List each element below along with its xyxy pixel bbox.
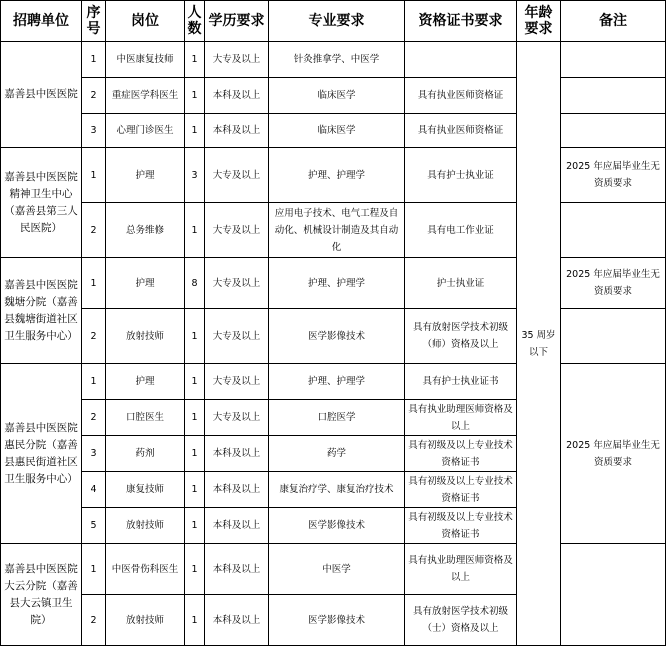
table-row (1, 78, 666, 114)
major-cell: 康复治疗学、康复治疗技术 (269, 472, 405, 508)
major-cell: 护理、护理学 (269, 364, 405, 400)
unit-cell: 嘉善县中医医院魏塘分院（嘉善县魏塘街道社区卫生服务中心） (1, 258, 82, 364)
count-cell: 1 (185, 42, 205, 78)
major-cell: 中医学 (269, 544, 405, 595)
count-cell: 1 (185, 472, 205, 508)
table-row (1, 42, 666, 78)
header-row (1, 1, 666, 42)
major-cell: 护理、护理学 (269, 148, 405, 203)
position-cell: 心理门诊医生 (106, 114, 185, 148)
education-cell: 本科及以上 (205, 544, 269, 595)
unit-cell: 嘉善县中医医院精神卫生中心（嘉善县第三人民医院） (1, 148, 82, 258)
remark-cell (561, 42, 666, 78)
seq-cell: 2 (82, 309, 106, 364)
table-row (1, 148, 666, 203)
count-cell: 1 (185, 114, 205, 148)
seq-cell: 1 (82, 258, 106, 309)
education-cell: 大专及以上 (205, 400, 269, 436)
header-major: 专业要求 (269, 1, 405, 42)
remark-cell: 2025 年应届毕业生无资质要求 (561, 258, 666, 309)
certificate-cell: 具有电工作业证 (405, 203, 517, 258)
header-seq: 序号 (82, 1, 106, 42)
education-cell: 本科及以上 (205, 78, 269, 114)
seq-cell: 1 (82, 544, 106, 595)
seq-cell: 4 (82, 472, 106, 508)
position-cell: 口腔医生 (106, 400, 185, 436)
count-cell: 1 (185, 436, 205, 472)
position-cell: 护理 (106, 258, 185, 309)
major-cell: 口腔医学 (269, 400, 405, 436)
count-cell: 1 (185, 508, 205, 544)
seq-cell: 1 (82, 42, 106, 78)
remark-cell: 2025 年应届毕业生无资质要求 (561, 364, 666, 544)
education-cell: 本科及以上 (205, 114, 269, 148)
header-remark: 备注 (561, 1, 666, 42)
seq-cell: 1 (82, 364, 106, 400)
seq-cell: 2 (82, 78, 106, 114)
position-cell: 康复技师 (106, 472, 185, 508)
certificate-cell: 具有执业助理医师资格及以上 (405, 400, 517, 436)
seq-cell: 2 (82, 595, 106, 646)
major-cell: 护理、护理学 (269, 258, 405, 309)
major-cell: 临床医学 (269, 78, 405, 114)
position-cell: 中医康复技师 (106, 42, 185, 78)
education-cell: 本科及以上 (205, 595, 269, 646)
position-cell: 护理 (106, 364, 185, 400)
table-row (1, 309, 666, 364)
remark-cell: 2025 年应届毕业生无资质要求 (561, 148, 666, 203)
education-cell: 大专及以上 (205, 148, 269, 203)
education-cell: 大专及以上 (205, 203, 269, 258)
education-cell: 大专及以上 (205, 258, 269, 309)
position-cell: 中医骨伤科医生 (106, 544, 185, 595)
count-cell: 1 (185, 203, 205, 258)
major-cell: 应用电子技术、电气工程及自动化、机械设计制造及其自动化 (269, 203, 405, 258)
seq-cell: 1 (82, 148, 106, 203)
header-education: 学历要求 (205, 1, 269, 42)
certificate-cell: 具有护士执业证书 (405, 364, 517, 400)
header-unit: 招聘单位 (1, 1, 82, 42)
certificate-cell: 具有执业医师资格证 (405, 78, 517, 114)
certificate-cell: 具有初级及以上专业技术资格证书 (405, 436, 517, 472)
certificate-cell: 具有放射医学技术初级（师）资格及以上 (405, 309, 517, 364)
certificate-cell: 具有放射医学技术初级（士）资格及以上 (405, 595, 517, 646)
seq-cell: 2 (82, 203, 106, 258)
major-cell: 针灸推拿学、中医学 (269, 42, 405, 78)
education-cell: 本科及以上 (205, 436, 269, 472)
header-age: 年龄要求 (517, 1, 561, 42)
certificate-cell: 具有初级及以上专业技术资格证书 (405, 508, 517, 544)
certificate-cell: 具有初级及以上专业技术资格证书 (405, 472, 517, 508)
table-row (1, 364, 666, 400)
education-cell: 本科及以上 (205, 472, 269, 508)
education-cell: 大专及以上 (205, 364, 269, 400)
position-cell: 放射技师 (106, 595, 185, 646)
table-row (1, 114, 666, 148)
count-cell: 1 (185, 78, 205, 114)
education-cell: 大专及以上 (205, 309, 269, 364)
count-cell: 1 (185, 400, 205, 436)
seq-cell: 3 (82, 436, 106, 472)
header-position: 岗位 (106, 1, 185, 42)
unit-cell: 嘉善县中医医院大云分院（嘉善县大云镇卫生院） (1, 544, 82, 646)
count-cell: 1 (185, 595, 205, 646)
major-cell: 医学影像技术 (269, 508, 405, 544)
major-cell: 医学影像技术 (269, 309, 405, 364)
count-cell: 1 (185, 544, 205, 595)
unit-cell: 嘉善县中医医院 (1, 42, 82, 148)
count-cell: 1 (185, 309, 205, 364)
remark-cell (561, 544, 666, 646)
position-cell: 总务维修 (106, 203, 185, 258)
certificate-cell: 护士执业证 (405, 258, 517, 309)
remark-cell (561, 114, 666, 148)
remark-cell (561, 309, 666, 364)
unit-cell: 嘉善县中医医院惠民分院（嘉善县惠民街道社区卫生服务中心） (1, 364, 82, 544)
count-cell: 3 (185, 148, 205, 203)
age-cell: 35 周岁以下 (517, 42, 561, 646)
certificate-cell: 具有执业助理医师资格及以上 (405, 544, 517, 595)
header-certificate: 资格证书要求 (405, 1, 517, 42)
position-cell: 药剂 (106, 436, 185, 472)
education-cell: 大专及以上 (205, 42, 269, 78)
header-count: 人数 (185, 1, 205, 42)
position-cell: 护理 (106, 148, 185, 203)
certificate-cell: 具有护士执业证 (405, 148, 517, 203)
certificate-cell (405, 42, 517, 78)
seq-cell: 2 (82, 400, 106, 436)
count-cell: 8 (185, 258, 205, 309)
table-row (1, 203, 666, 258)
position-cell: 放射技师 (106, 508, 185, 544)
major-cell: 药学 (269, 436, 405, 472)
table-row (1, 258, 666, 309)
table-row (1, 544, 666, 595)
position-cell: 重症医学科医生 (106, 78, 185, 114)
remark-cell (561, 203, 666, 258)
seq-cell: 5 (82, 508, 106, 544)
major-cell: 医学影像技术 (269, 595, 405, 646)
count-cell: 1 (185, 364, 205, 400)
education-cell: 本科及以上 (205, 508, 269, 544)
seq-cell: 3 (82, 114, 106, 148)
position-cell: 放射技师 (106, 309, 185, 364)
remark-cell (561, 78, 666, 114)
major-cell: 临床医学 (269, 114, 405, 148)
certificate-cell: 具有执业医师资格证 (405, 114, 517, 148)
